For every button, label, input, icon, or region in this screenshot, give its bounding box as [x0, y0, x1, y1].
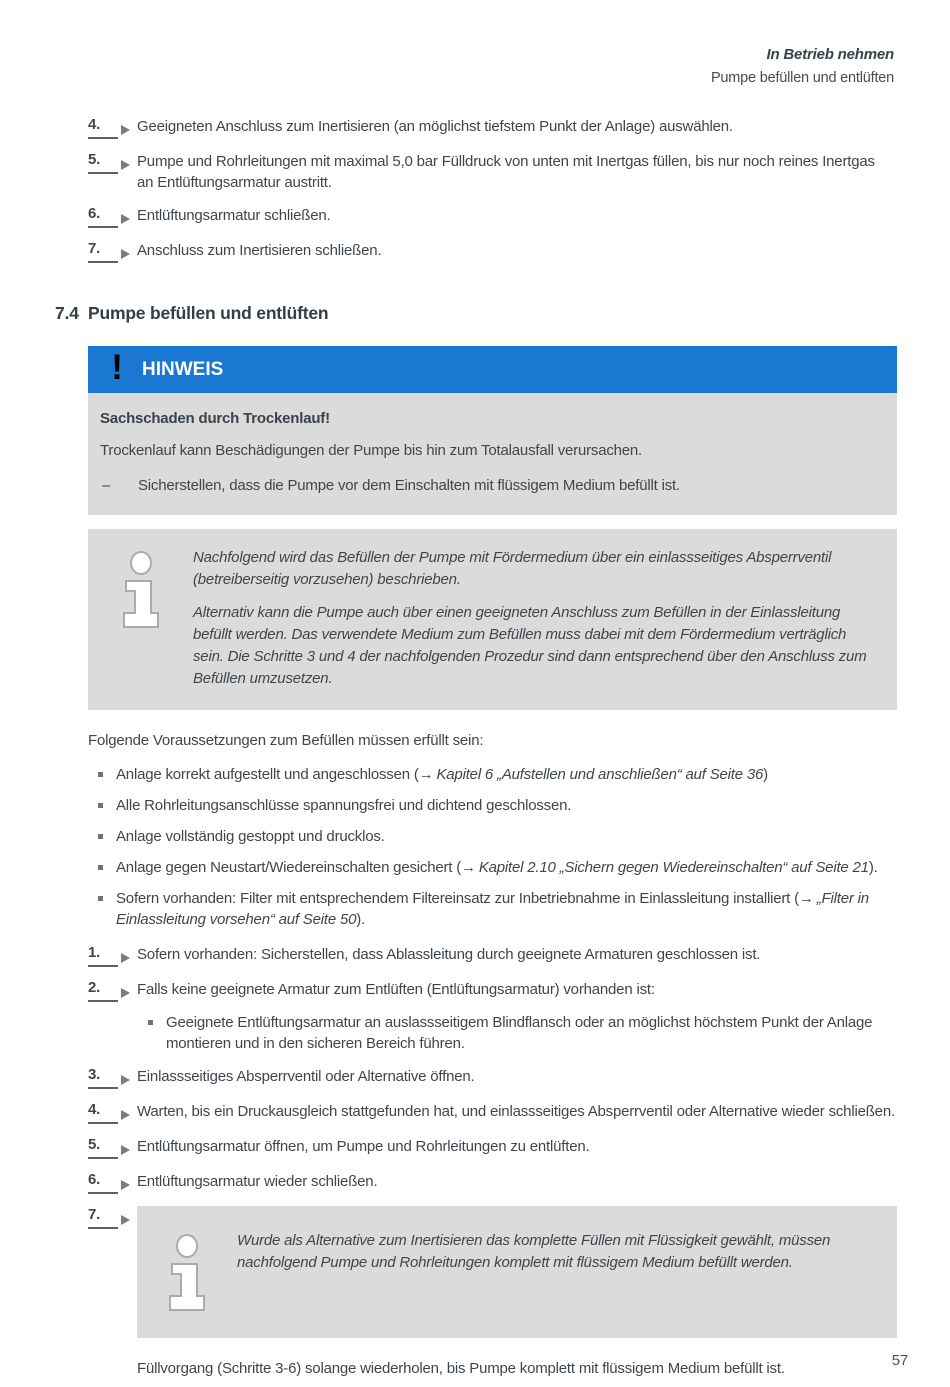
procedure-step-list [88, 944, 895, 1194]
step-number: 6. [88, 1171, 118, 1194]
square-bullet-icon [98, 772, 116, 785]
sub-bullet-list [137, 1012, 895, 1054]
numbered-step [88, 240, 895, 263]
info-paragraph: Nachfolgend wird das Befüllen der Pumpe mit Fördermedium über ein einlassseitiges Absperrventil (betreiberseitig vorzusehen) beschrieben. [193, 549, 832, 588]
step-number: 5. [88, 1136, 118, 1159]
notice-box [88, 346, 897, 515]
cross-reference[interactable] [461, 859, 869, 876]
step-number: 4. [88, 1101, 118, 1124]
step-arrow-icon [121, 1110, 130, 1120]
numbered-step [88, 1136, 895, 1159]
step-text: Entlüftungsarmatur wieder schließen. [137, 1173, 378, 1190]
square-bullet-icon [98, 803, 116, 816]
list-item [148, 1012, 895, 1054]
step-arrow-icon [121, 1180, 130, 1190]
section-heading [55, 303, 895, 324]
item-text-post: ). [868, 859, 878, 876]
info-i-icon [164, 1234, 210, 1318]
prerequisites-intro: Folgende Voraussetzungen zum Befüllen müssen erfüllt sein: [88, 732, 484, 749]
step-marker [88, 944, 137, 967]
step-arrow-icon [121, 953, 130, 963]
exclamation-icon: ! [111, 348, 123, 387]
step-arrow-icon [121, 160, 130, 170]
notice-body [88, 393, 897, 515]
cross-ref-text: Kapitel 2.10 „Sichern gegen Wiedereinschalten“ auf Seite 21 [478, 859, 869, 876]
dash-bullet: – [102, 477, 111, 494]
list-item-text: Alle Rohrleitungsanschlüsse spannungsfrei und dichtend geschlossen. [116, 797, 572, 814]
list-item [98, 826, 898, 847]
square-bullet-icon [98, 896, 116, 930]
list-item [98, 857, 898, 878]
step-number: 7. [88, 240, 118, 263]
item-text-pre: Anlage gegen Neustart/Wiedereinschalten gesichert ( [116, 859, 462, 876]
step-marker [88, 1171, 137, 1194]
header-section: Pumpe befüllen und entlüften [710, 70, 894, 86]
list-item-text: Geeignete Entlüftungsarmatur an auslassseitigem Blindflansch oder an möglichst höchstem Punkt der Anlage montieren und in den sicheren Bereich führen. [166, 1014, 873, 1052]
step-text: Warten, bis ein Druckausgleich stattgefunden hat, und einlassseitiges Absperrventil oder Alternative wieder schließen. [137, 1103, 895, 1120]
notice-label: HINWEIS [142, 358, 224, 380]
cross-ref-text: Kapitel 6 „Aufstellen und anschließen“ auf Seite 36 [436, 766, 764, 783]
list-item-text [116, 888, 898, 930]
info-box [88, 529, 897, 710]
step-marker [88, 151, 137, 193]
info-icon [137, 1230, 237, 1318]
prerequisites-list [98, 764, 898, 930]
cross-ref-arrow-icon: → [798, 890, 814, 907]
square-bullet-icon [98, 865, 116, 878]
item-text-pre: Sofern vorhanden: Filter mit entsprechendem Filtereinsatz zur Inbetriebnahme in Einlassleitung installiert ( [116, 890, 799, 907]
step-arrow-icon [121, 988, 130, 998]
step-text [137, 979, 895, 1054]
step-number: 5. [88, 151, 118, 174]
step-arrow-icon [121, 1215, 130, 1225]
info-box [137, 1206, 897, 1338]
cross-ref-arrow-icon: → [418, 766, 434, 783]
step-text: Pumpe und Rohrleitungen mit maximal 5,0 bar Fülldruck von unten mit Inertgas füllen, bis nur noch reines Inertgas an Entlüftungsarmatur austritt. [137, 153, 875, 191]
numbered-step [88, 205, 895, 228]
info-paragraph: Wurde als Alternative zum Inertisieren das komplette Füllen mit Flüssigkeit gewählt, müssen nachfolgend Pumpe und Rohrleitungen komplett mit flüssigem Medium befüllt werden. [237, 1232, 831, 1271]
notice-list-item [100, 475, 877, 496]
numbered-step [88, 1101, 895, 1124]
square-bullet-icon [148, 1020, 166, 1054]
cross-ref-arrow-icon: → [461, 859, 476, 876]
top-step-list [88, 116, 895, 263]
step-number: 3. [88, 1066, 118, 1089]
step-text: Entlüftungsarmatur schließen. [137, 207, 331, 224]
step-number: 6. [88, 205, 118, 228]
step-text: Einlassseitiges Absperrventil oder Alternative öffnen. [137, 1068, 475, 1085]
closing-paragraph: Füllvorgang (Schritte 3-6) solange wiederholen, bis Pumpe komplett mit flüssigem Medium befüllt ist. [137, 1360, 785, 1377]
step-arrow-icon [121, 1145, 130, 1155]
info-icon [88, 547, 193, 690]
info-paragraph: Alternativ kann die Pumpe auch über einen geeigneten Anschluss zum Befüllen in der Einlassleitung befüllt werden. Das verwendete Medium zum Befüllen muss dabei mit dem Fördermedium verträglich sein. Die Schritte 3 und 4 der nachfolgenden Prozedur sind dann entsprechend über den Anschluss zum Befüllen umzusetzen. [193, 604, 867, 687]
list-item [98, 795, 898, 816]
list-item [98, 888, 898, 930]
list-item [98, 764, 898, 785]
page-header [0, 0, 950, 86]
step-arrow-icon [121, 249, 130, 259]
step-text: Sofern vorhanden: Sicherstellen, dass Ablassleitung durch geeignete Armaturen geschlossen ist. [137, 946, 761, 963]
item-text-pre: Anlage korrekt aufgestellt und angeschlossen ( [116, 766, 419, 783]
info-i-icon [118, 551, 164, 635]
info-text [193, 547, 871, 690]
notice-title: Sachschaden durch Trockenlauf! [100, 410, 330, 427]
step-marker [88, 1101, 137, 1124]
notice-banner [88, 346, 897, 393]
step-arrow-icon [121, 1075, 130, 1085]
step-arrow-icon [121, 214, 130, 224]
section-title: Pumpe befüllen und entlüften [88, 303, 329, 323]
info-text [237, 1230, 867, 1318]
numbered-step [88, 116, 895, 139]
cross-ref-text: „Filter in Einlassleitung vorsehen“ auf Seite 50 [116, 890, 869, 928]
numbered-step [88, 1171, 895, 1194]
item-text-post: ). [356, 911, 366, 928]
numbered-step [88, 944, 895, 967]
cross-reference[interactable] [419, 766, 764, 783]
list-item-text: Anlage vollständig gestoppt und drucklos. [116, 828, 385, 845]
step-arrow-icon [121, 125, 130, 135]
square-bullet-icon [98, 834, 116, 847]
step-marker [88, 1136, 137, 1159]
item-text-post: ) [763, 766, 768, 783]
step-text: Entlüftungsarmatur öffnen, um Pumpe und Rohrleitungen zu entlüften. [137, 1138, 590, 1155]
numbered-step [88, 151, 895, 193]
list-item-text [116, 857, 878, 878]
step-number: 7. [88, 1206, 118, 1229]
step-number: 1. [88, 944, 118, 967]
numbered-step [88, 1066, 895, 1089]
step-marker [88, 205, 137, 228]
section-number: 7.4 [55, 303, 79, 323]
step-number: 4. [88, 116, 118, 139]
step-text: Anschluss zum Inertisieren schließen. [137, 242, 382, 259]
notice-item-text: Sicherstellen, dass die Pumpe vor dem Einschalten mit flüssigem Medium befüllt ist. [138, 477, 680, 494]
notice-text: Trockenlauf kann Beschädigungen der Pumpe bis hin zum Totalausfall verursachen. [100, 442, 643, 459]
list-item-text [116, 764, 768, 785]
step-text: Geeigneten Anschluss zum Inertisieren (an möglichst tiefstem Punkt der Anlage) auswählen. [137, 118, 733, 135]
step-number: 2. [88, 979, 118, 1002]
header-chapter: In Betrieb nehmen [766, 46, 894, 63]
step-marker [88, 240, 137, 263]
step-marker [88, 1206, 137, 1338]
step-text-line: Falls keine geeignete Armatur zum Entlüften (Entlüftungsarmatur) vorhanden ist: [137, 981, 655, 998]
page-number: 57 [891, 1352, 908, 1369]
numbered-step [88, 1206, 897, 1338]
numbered-step [88, 979, 895, 1054]
step-marker [88, 979, 137, 1054]
step-marker [88, 1066, 137, 1089]
step-marker [88, 116, 137, 139]
